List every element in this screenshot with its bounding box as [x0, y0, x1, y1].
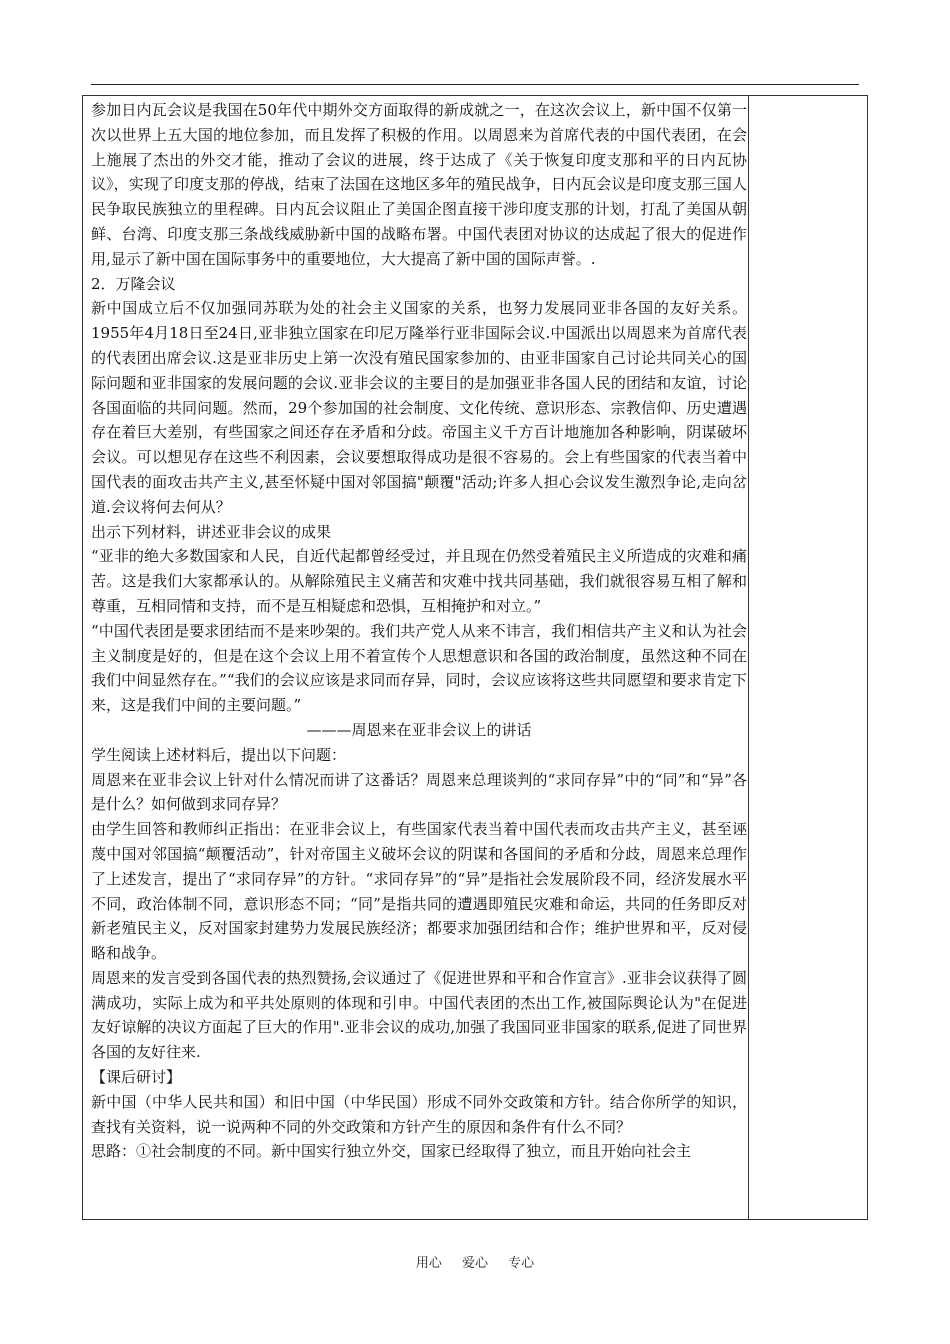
- paragraph-research-task: 新中国（中华人民共和国）和旧中国（中华民国）形成不同外交政策和方针。结合你所学的知识，查找有关资料，说一说两种不同的外交政策和方针产生的原因和条件有什么不同？: [91, 1092, 747, 1136]
- heading-bandung: 2．万隆会议: [91, 274, 176, 293]
- paragraph-answer: 由学生回答和教师纠正指出：在亚非会议上，有些国家代表当着中国代表而攻击共产主义，甚至诬蔑中国对邻国搞“颠覆活动”，针对帝国主义破坏会议的阴谋和各国间的矛盾和分歧，周恩来总理作了上述发言，提出了“求同存异”的方针。“求同存异”的“异”是指社会发展阶段不同，经济发展水平不同，政治体制不同，意识形态不同；“同”是指共同的遭遇即殖民灾难和命运，共同的任务即反对新老殖民主义，反对国家封建势力发展民族经济；都要求加强团结和合作；维护世界和平，反对侵略和战争。: [91, 820, 747, 963]
- column-divider: [748, 96, 749, 1219]
- footer-word-1: 用心: [415, 1256, 442, 1271]
- paragraph-approach: 思路：①社会制度的不同。新中国实行独立外交，国家已经取得了独立，而且开始向社会主: [91, 1142, 692, 1161]
- paragraph-material-prompt: 出示下列材料，讲述亚非会议的成果: [91, 522, 332, 541]
- paragraph-questions-intro: 学生阅读上述材料后，提出以下问题：: [91, 745, 347, 764]
- quote-attribution: ———周恩来在亚非会议上的讲话: [306, 720, 532, 739]
- paragraph-geneva: 参加日内瓦会议是我国在50年代中期外交方面取得的新成就之一，在这次会议上，新中国不仅第一次以世界上五大国的地位参加，而且发挥了积极的作用。以周恩来为首席代表的中国代表团，在会上施展了杰出的外交才能，推动了会议的进展，终于达成了《关于恢复印度支那和平的日内瓦协议》，实现了印度支那的停战，结束了法国在这地区多年的殖民战争，日内瓦会议是印度支那三国人民争取民族独立的里程碑。日内瓦会议阻止了美国企图直接干涉印度支那的计划，打乱了美国从朝鲜、台湾、印度支那三条战线威胁新中国的战略布署。中国代表团对协议的达成起了很大的促进作用,显示了新中国在国际事务中的重要地位，大大提高了新中国的国际声誉。.: [91, 101, 747, 268]
- header-rule: [91, 84, 859, 85]
- quote-2: “中国代表团是要求团结而不是来吵架的。我们共产党人从来不讳言，我们相信共产主义和认为社会主义制度是好的，但是在这个会议上用不着宣传个人思想意识和各国的政治制度，虽然这种不同在我们中间显然存在。”“我们的会议应该是求同而存异，同时，会议应该将这些共同愿望和要求肯定下来，这是我们中间的主要问题。”: [91, 621, 747, 715]
- quote-1: “亚非的绝大多数国家和人民，自近代起都曾经受过，并且现在仍然受着殖民主义所造成的灾难和痛苦。这是我们大家都承认的。从解除殖民主义痛苦和灾难中找共同基础，我们就很容易互相了解和尊重，互相同情和支持，而不是互相疑虑和恐惧，互相掩护和对立。”: [91, 547, 747, 615]
- lesson-content: [91, 98, 747, 1164]
- footer-word-2: 爱心: [461, 1256, 488, 1271]
- footer-word-3: 专心: [508, 1256, 535, 1271]
- paragraph-result: 周恩来的发言受到各国代表的热烈赞扬,会议通过了《促进世界和平和合作宣言》.亚非会议获得了圆满成功，实际上成为和平共处原则的体现和引申。中国代表团的杰出工作,被国际舆论认为"在促进友好谅解的决议方面起了巨大的作用".亚非会议的成功,加强了我国同亚非国家的联系,促进了同世界各国的友好往来.: [91, 968, 747, 1062]
- paragraph-bandung-intro: 新中国成立后不仅加强同苏联为处的社会主义国家的关系，也努力发展同亚非各国的友好关系。1955年4月18日至24日,亚非独立国家在印尼万隆举行亚非国际会议.中国派出以周恩来为首席代表的代表团出席会议.这是亚非历史上第一次没有殖民国家参加的、由亚非国家自己讨论共同关心的国际问题和亚非国家的发展问题的会议.亚非会议的主要目的是加强亚非各国人民的团结和友谊，讨论各国面临的共同问题。然而，29个参加国的社会制度、文化传统、意识形态、宗教信仰、历史遭遇存在着巨大差别，有些国家之间还存在矛盾和分歧。帝国主义千方百计地施加各种影响，阴谋破坏会议。可以想见存在这些不利因素，会议要想取得成功是很不容易的。会上有些国家的代表当着中国代表的面攻击共产主义,甚至怀疑中国对邻国搞"颠覆"活动;许多人担心会议发生激烈争论,走向岔道.会议将何去何从？: [91, 299, 747, 516]
- heading-post-class: 【课后研讨】: [91, 1068, 182, 1087]
- lesson-table: [82, 95, 868, 1220]
- page-footer: [0, 1252, 950, 1271]
- paragraph-questions: 周恩来在亚非会议上针对什么情况而讲了这番话？周恩来总理谈判的“求同存异”中的“同”和“异”各是什么？如何做到求同存异？: [91, 770, 747, 814]
